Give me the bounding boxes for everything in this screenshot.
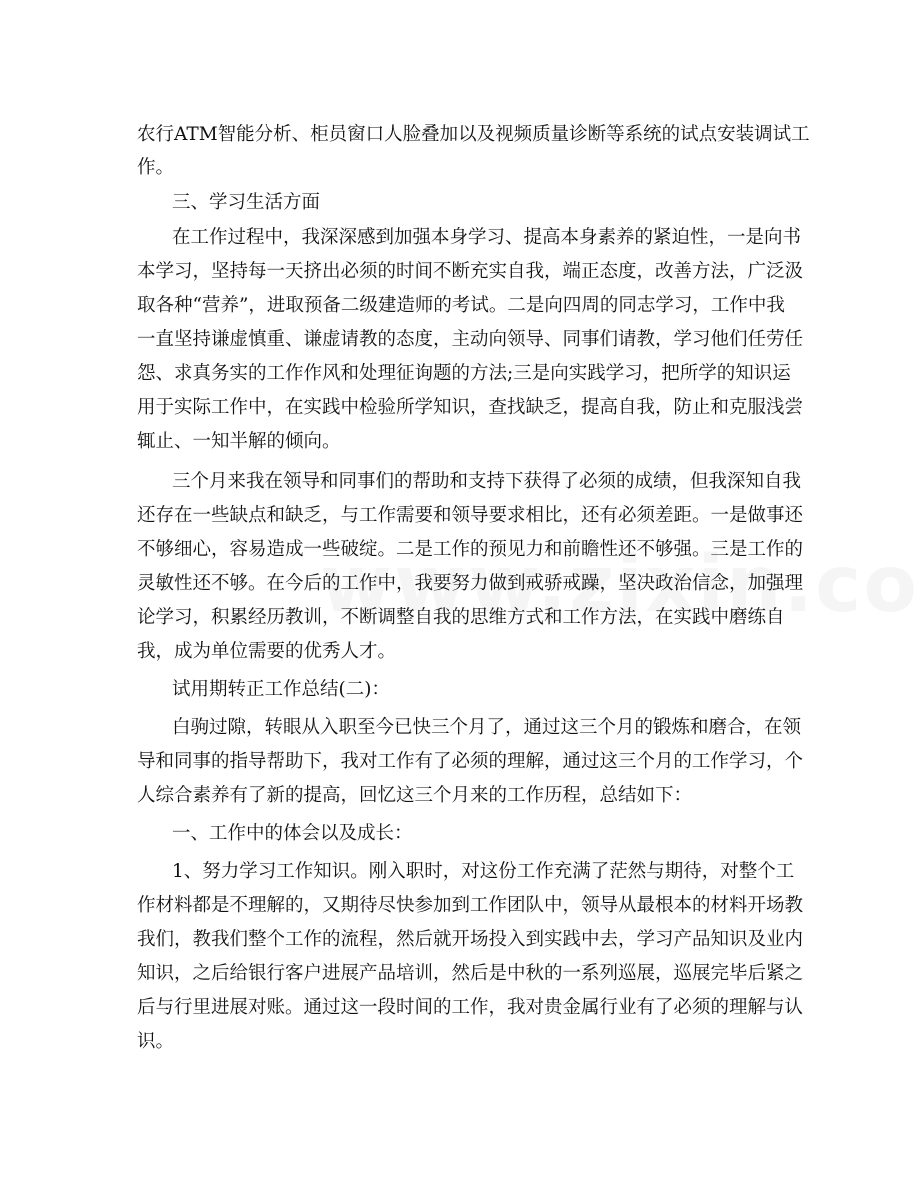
section-heading: 三、学习生活方面 [172,192,321,213]
text-line: 作材料都是不理解的，又期待尽快参加到工作团队中，领导从最根本的材料开场教 [137,895,804,916]
text-line: 知识，之后给银行客户进展产品培训，然后是中秋的一系列巡展，巡展完毕后紧之 [137,963,804,984]
text-line: 农行ATM智能分析、柜员窗口人脸叠加以及视频质量诊断等系统的试点安装调试工 [137,124,810,145]
text-line: 论学习，积累经历教训，不断调整自我的思维方式和工作方法，在实践中磨练自 [137,607,785,628]
section-heading: 一、工作中的体会以及成长： [172,823,413,844]
text-line: 辄止、一知半解的倾向。 [137,431,341,452]
text-line: 在工作过程中，我深深感到加强本身学习、提高本身素养的紧迫性，一是向书 [172,227,802,248]
text-line: 灵敏性还不够。在今后的工作中，我要努力做到戒骄戒躁，坚决政治信念，加强理 [137,573,804,594]
text-line: 后与行里进展对账。通过这一段时间的工作，我对贵金属行业有了必须的理解与认 [137,997,804,1018]
text-line: 1、努力学习工作知识。刚入职时，对这份工作充满了茫然与期待，对整个工 [172,861,795,882]
text-line: 不够细心，容易造成一些破绽。二是工作的预见力和前瞻性还不够强。三是工作的 [137,539,804,560]
text-line: 白驹过隙，转眼从入职至今已快三个月了，通过这三个月的锻炼和磨合，在领 [172,717,802,738]
text-line: 我们，教我们整个工作的流程，然后就开场投入到实践中去，学习产品知识及业内 [137,929,804,950]
text-line: 取各种“营养”，进取预备二级建造师的考试。二是向四周的同志学习，工作中我 [137,295,785,316]
text-line: 本学习，坚持每一天挤出必须的时间不断充实自我，端正态度，改善方法，广泛汲 [137,261,804,282]
text-line: 三个月来我在领导和同事们的帮助和支持下获得了必须的成绩，但我深知自我 [172,471,802,492]
text-line: 识。 [137,1031,175,1052]
text-line: 还存在一些缺点和缺乏，与工作需要和领导要求相比，还有必须差距。一是做事还 [137,505,804,526]
text-line: 作。 [137,157,175,178]
text-line: 怨、求真务实的工作作风和处理征询题的方法;三是向实践学习，把所学的知识运 [137,363,791,384]
text-line: 人综合素养有了新的提高，回忆这三个月来的工作历程，总结如下： [137,785,693,806]
section-heading: 试用期转正工作总结(二)： [172,679,390,700]
text-line: 一直坚持谦虚慎重、谦虚请教的态度，主动向领导、同事们请教，学习他们任劳任 [137,329,804,350]
text-line: 我，成为单位需要的优秀人才。 [137,641,397,662]
text-line: 用于实际工作中，在实践中检验所学知识，查找缺乏，提高自我，防止和克服浅尝 [137,397,804,418]
text-line: 导和同事的指导帮助下，我对工作有了必须的理解，通过这三个月的工作学习，个 [137,751,804,772]
